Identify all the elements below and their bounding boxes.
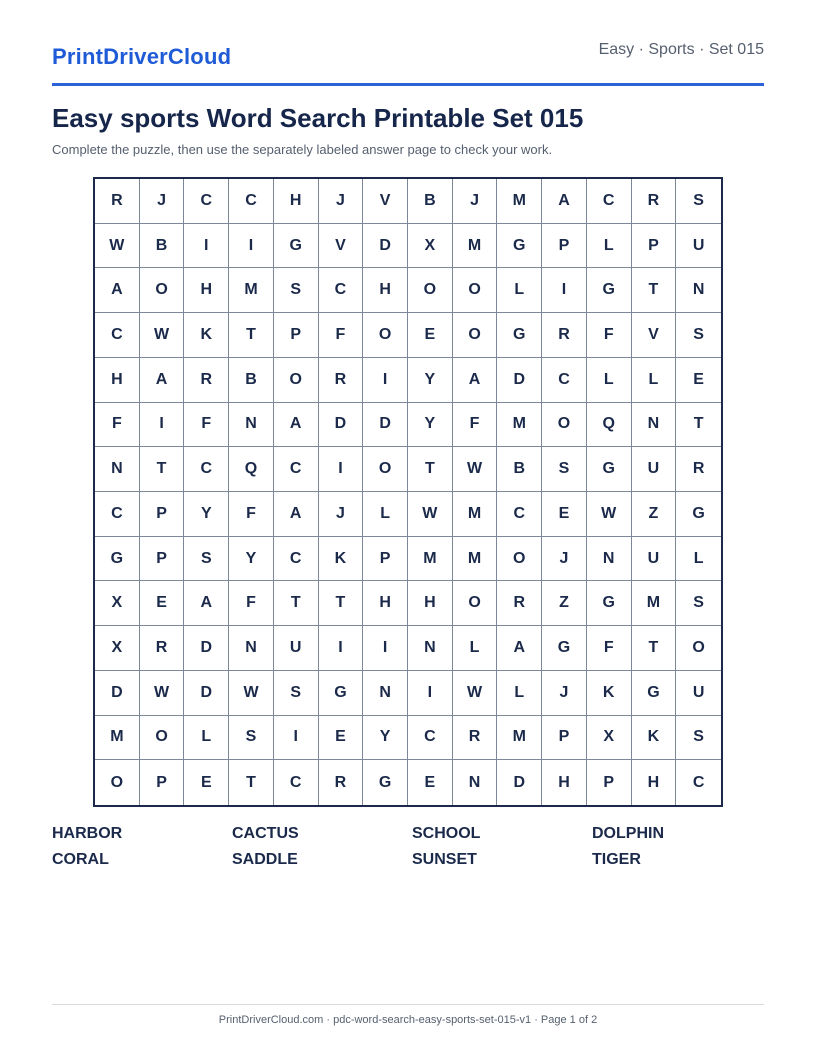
grid-cell: O [453,313,498,358]
grid-cell: J [140,179,185,224]
grid-cell: H [542,760,587,805]
grid-cell: E [184,760,229,805]
grid-cell: M [497,403,542,448]
grid-cell: D [363,403,408,448]
grid-cell: L [587,358,632,403]
grid-cell: F [229,492,274,537]
grid-cell: X [408,224,453,269]
grid-cell: F [453,403,498,448]
grid-cell: C [587,179,632,224]
grid-cell: C [184,447,229,492]
grid-cell: U [676,224,721,269]
grid-cell: M [497,179,542,224]
word-list-item: HARBOR [52,825,123,842]
grid-cell: Z [542,581,587,626]
grid-cell: C [408,716,453,761]
grid-cell: R [542,313,587,358]
grid-cell: P [140,492,185,537]
grid-cell: D [95,671,140,716]
grid-cell: I [363,626,408,671]
grid-cell: K [319,537,364,582]
grid-cell: O [140,716,185,761]
grid-cell: O [140,268,185,313]
grid-cell: Y [408,403,453,448]
grid-cell: M [95,716,140,761]
grid-cell: I [363,358,408,403]
brand-logo: PrintDriverCloud [52,44,232,69]
grid-cell: N [676,268,721,313]
grid-cell: C [274,537,319,582]
grid-cell: I [229,224,274,269]
grid-cell: N [229,403,274,448]
grid-cell: F [587,313,632,358]
page-subtitle: Complete the puzzle, then use the separately labeled answer page to check your work. [52,142,553,157]
grid-cell: W [95,224,140,269]
grid-cell: N [229,626,274,671]
grid-cell: X [587,716,632,761]
grid-cell: U [274,626,319,671]
grid-cell: A [140,358,185,403]
grid-cell: L [497,268,542,313]
grid-cell: G [363,760,408,805]
grid-cell: G [587,581,632,626]
grid-cell: P [587,760,632,805]
grid-cell: D [184,626,229,671]
grid-cell: C [184,179,229,224]
grid-cell: G [542,626,587,671]
grid-cell: I [274,716,319,761]
grid-cell: M [453,537,498,582]
grid-cell: D [497,760,542,805]
word-list-item: DOLPHIN [592,825,664,842]
grid-cell: U [632,447,677,492]
grid-cell: I [184,224,229,269]
grid-cell: A [274,492,319,537]
grid-cell: L [184,716,229,761]
grid-cell: W [140,671,185,716]
grid-cell: E [408,313,453,358]
grid-cell: F [95,403,140,448]
grid-cell: T [229,313,274,358]
grid-cell: S [676,581,721,626]
grid-cell: S [676,313,721,358]
grid-cell: N [453,760,498,805]
grid-cell: E [408,760,453,805]
grid-cell: J [319,179,364,224]
grid-cell: G [632,671,677,716]
grid-cell: D [319,403,364,448]
grid-cell: A [542,179,587,224]
grid-cell: S [229,716,274,761]
grid-cell: F [184,403,229,448]
grid-cell: Y [184,492,229,537]
grid-cell: A [184,581,229,626]
grid-cell: P [274,313,319,358]
grid-cell: N [632,403,677,448]
grid-cell: M [497,716,542,761]
word-list-item: CORAL [52,851,109,868]
grid-cell: T [408,447,453,492]
word-list [52,825,772,869]
grid-cell: D [184,671,229,716]
grid-cell: G [95,537,140,582]
grid-cell: Z [632,492,677,537]
grid-cell: O [453,581,498,626]
grid-cell: A [453,358,498,403]
grid-cell: O [676,626,721,671]
grid-cell: C [95,492,140,537]
grid-cell: T [676,403,721,448]
grid-cell: R [632,179,677,224]
grid-cell: M [453,492,498,537]
grid-cell: S [542,447,587,492]
grid-cell: P [363,537,408,582]
grid-cell: T [319,581,364,626]
word-list-item: TIGER [592,851,641,868]
grid-cell: N [95,447,140,492]
grid-cell: R [453,716,498,761]
grid-cell: U [676,671,721,716]
grid-cell: C [274,447,319,492]
grid-cell: J [542,671,587,716]
grid-cell: C [542,358,587,403]
grid-cell: C [319,268,364,313]
grid-cell: C [95,313,140,358]
grid-cell: B [408,179,453,224]
grid-cell: I [319,626,364,671]
grid-cell: O [274,358,319,403]
grid-cell: O [363,313,408,358]
grid-cell: L [497,671,542,716]
grid-cell: E [140,581,185,626]
grid-cell: E [542,492,587,537]
grid-cell: L [363,492,408,537]
grid-cell: C [229,179,274,224]
grid-cell: X [95,626,140,671]
grid-cell: R [184,358,229,403]
grid-cell: O [542,403,587,448]
grid-cell: L [453,626,498,671]
grid-cell: Q [587,403,632,448]
grid-cell: E [319,716,364,761]
grid-cell: T [229,760,274,805]
grid-cell: H [184,268,229,313]
puzzle-meta: Easy · Sports · Set 015 [598,41,764,58]
grid-cell: I [408,671,453,716]
grid-cell: W [453,447,498,492]
grid-cell: T [632,268,677,313]
grid-cell: O [408,268,453,313]
grid-cell: R [140,626,185,671]
grid-cell: N [408,626,453,671]
grid-cell: A [497,626,542,671]
grid-cell: L [676,537,721,582]
grid-cell: S [274,671,319,716]
grid-cell: S [274,268,319,313]
grid-cell: G [274,224,319,269]
footer-divider [52,1004,764,1005]
grid-cell: H [95,358,140,403]
grid-cell: Q [229,447,274,492]
grid-cell: O [453,268,498,313]
grid-cell: R [95,179,140,224]
grid-cell: T [140,447,185,492]
grid-cell: W [587,492,632,537]
grid-cell: H [274,179,319,224]
grid-cell: L [632,358,677,403]
word-search-grid [93,177,723,807]
grid-cell: G [497,224,542,269]
word-list-item: CACTUS [232,825,299,842]
grid-cell: A [274,403,319,448]
word-list-item: SUNSET [412,851,477,868]
grid-cell: V [632,313,677,358]
grid-cell: K [184,313,229,358]
grid-cell: P [542,716,587,761]
header-divider [52,83,764,86]
grid-cell: C [497,492,542,537]
grid-cell: O [363,447,408,492]
grid-cell: G [676,492,721,537]
grid-cell: N [587,537,632,582]
grid-cell: W [140,313,185,358]
grid-cell: C [692,773,705,791]
grid-cell: R [319,358,364,403]
grid-cell: F [587,626,632,671]
grid-cell: B [140,224,185,269]
grid-cell: S [676,716,721,761]
grid-cell: V [363,179,408,224]
grid-cell: F [229,581,274,626]
grid-cell: W [408,492,453,537]
grid-cell: P [632,224,677,269]
grid-cell: K [587,671,632,716]
grid-cell: O [497,537,542,582]
grid-cell: W [453,671,498,716]
grid-cell: K [632,716,677,761]
grid-cell: P [140,537,185,582]
grid-cell: R [676,447,721,492]
grid-cell: F [319,313,364,358]
page-title: Easy sports Word Search Printable Set 015 [52,103,584,133]
grid-cell: M [229,268,274,313]
grid-cell: X [95,581,140,626]
grid-cell: S [676,179,721,224]
grid-cell: G [587,447,632,492]
grid-cell: W [229,671,274,716]
grid-cell: M [453,224,498,269]
grid-cell: H [363,268,408,313]
grid-cell: Y [408,358,453,403]
grid-cell: J [453,179,498,224]
grid-cell: A [95,268,140,313]
grid-cell: T [632,626,677,671]
grid-cell: R [497,581,542,626]
grid-cell: J [542,537,587,582]
grid-cell: Y [363,716,408,761]
grid-cell: G [587,268,632,313]
grid-cell: E [676,358,721,403]
grid-cell: V [319,224,364,269]
grid-cell: H [408,581,453,626]
grid-cell: H [632,760,677,805]
grid-cell: O [95,760,140,805]
grid-cell: N [363,671,408,716]
grid-cell: L [587,224,632,269]
grid-cell: I [140,403,185,448]
grid-cell: U [632,537,677,582]
grid-cell: J [319,492,364,537]
grid-cell: S [184,537,229,582]
grid-cell: P [140,760,185,805]
grid-cell: C [274,760,319,805]
grid-cell: P [542,224,587,269]
grid-cell: H [363,581,408,626]
word-list-item: SCHOOL [412,825,481,842]
word-list-item: SADDLE [232,851,298,868]
grid-cell: B [229,358,274,403]
grid-cell: R [319,760,364,805]
grid-cell: I [319,447,364,492]
grid-cell: M [408,537,453,582]
grid-cell: I [542,268,587,313]
grid-cell: B [497,447,542,492]
grid-cell: Y [229,537,274,582]
page-footer: PrintDriverCloud.com · pdc-word-search-easy-sports-set-015-v1 · Page 1 of 2 [218,1014,598,1026]
grid-cell: G [497,313,542,358]
grid-cell: D [497,358,542,403]
grid-cell: T [274,581,319,626]
grid-cell: M [632,581,677,626]
grid-cell: D [363,224,408,269]
grid-cell: G [319,671,364,716]
